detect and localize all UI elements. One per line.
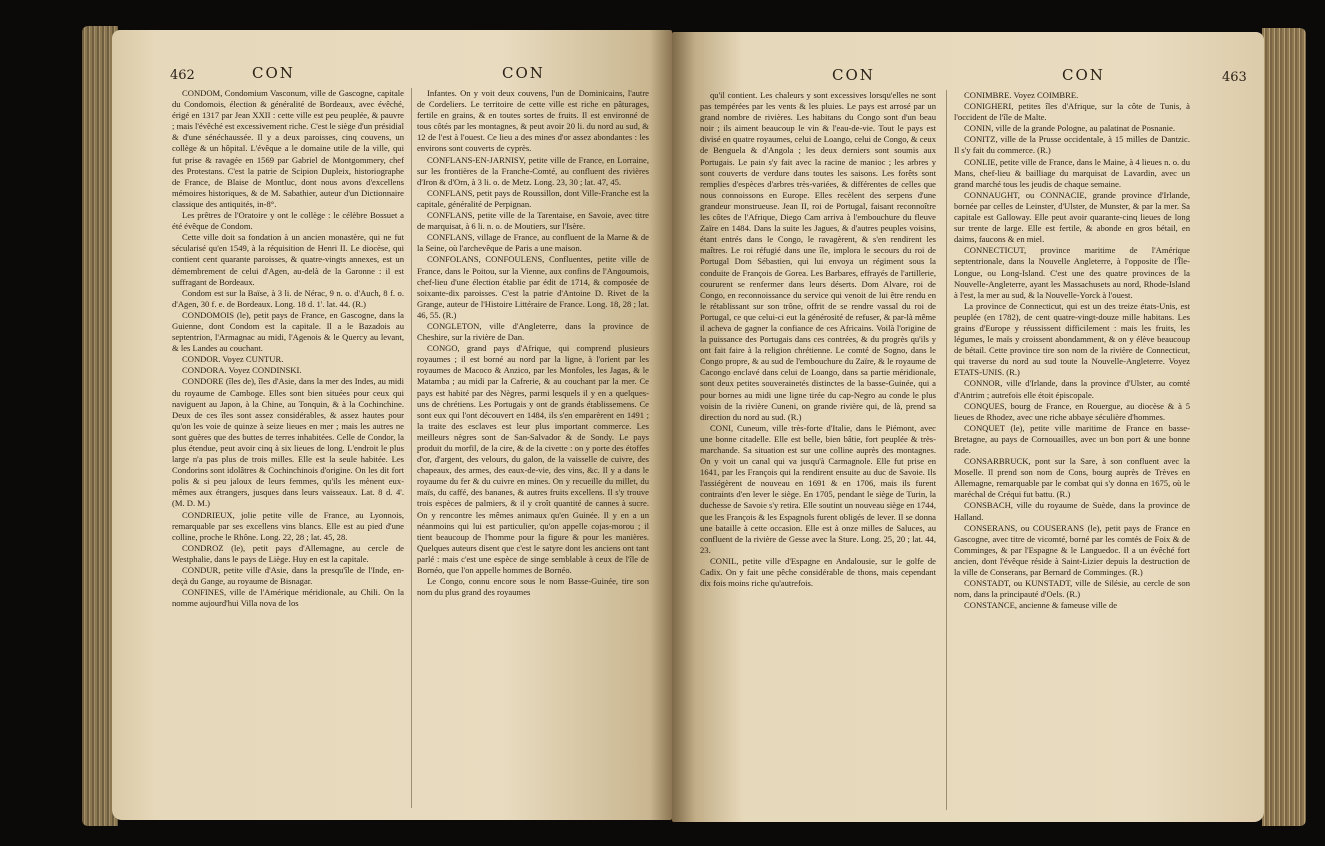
- running-head-right-2: CON: [1062, 66, 1105, 84]
- entry-paragraph: CONGO, grand pays d'Afrique, qui comprend plusieurs royaumes ; il est borné au nord par la ligne, à l'orient par les royaumes de Macoco & Anzico, par les Monfoles, les Jagas, & le Matamba ; au midi par la Cafrerie, & au couchant par la mer. Ce pays est habité par des Nègres, parmi lesquels il y en a quelques-uns de chrétiens. Les Portugais y ont de grands établissemens. Ce sont eux qui l'ont découvert en 1484, ils s'en emparèrent en 1491 ; la traite des esclaves est leur plus important commerce. Les meilleurs nègres sont de San-Salvador & de Sondy. Le pays produit du morfil, de la cire, & de la civette : on y porte des étoffes d'or, d'argent, des velours, du galon, de la vaisselle de cuivre, des chapeaux, des armes, des eaux-de-vie, des vins, &c. Il y a dans le royaume du fer & du cuivre en mines. On y recueille du millet, du maïs, du caffé, des bananes, & autres fruits excellens. Il s'y trouve trois espèces de palmiers, & il y croît quantité de cannes à sucre. On y rencontre les mêmes animaux qu'en Guinée. Il y en a un néanmoins qui lui est particulier, qu'on appelle cojas-morou ; il tient beaucoup de l'homme pour la figure & pour les manières. Quelques auteurs disent que c'est le satyre dont les anciens ont tant parlé : mais c'est une espèce de singe semblable à ceux de l'île de Bornéo, que l'on appelle hommes de Bornéo.: [417, 343, 649, 576]
- entry-paragraph: CONIMBRE. Voyez COIMBRE.: [964, 90, 1079, 100]
- left-column-1: [172, 88, 404, 609]
- entry-paragraph: CONDORE (îles de), îles d'Asie, dans la mer des Indes, au midi du royaume de Camboge. Elles sont bien situées pour ceux qui naviguent au Japon, à la Chine, au Tonquin, & à la Cochinchine. Deux de ces îles sont assez considérables, & assez hautes pour qu'on les voie de quinze à seize lieues en mer ; mais les autres ne sont guères que des buttes de terres inhabitées. Celle de Condor, la plus étendue, peut avoir cinq à six lieues de long. L'endroit le plus large n'a pas plus de trois milles. Elle est la seule habitée. Les Condorins sont idolâtres & Cochinchinois d'origine. On les dit fort polis & si peu jaloux de leurs femmes, qu'ils les mènent eux-mêmes aux étrangers, jusques dans leurs vaisseaux. Lat. 8 d. 4'. (M. D. M.): [172, 376, 404, 509]
- running-head-right-1: CON: [832, 66, 875, 84]
- entry-paragraph: CONFLANS, village de France, au confluent de la Marne & de la Seine, où l'archevêque de Paris a une maison.: [417, 232, 649, 254]
- left-column-2: [417, 88, 649, 598]
- entry-paragraph: CONITZ, ville de la Prusse occidentale, à 15 milles de Dantzic. Il s'y fait du commerce. (R.): [954, 134, 1190, 156]
- running-head-left-2: CON: [502, 64, 545, 82]
- entry-paragraph: CONNECTICUT, province maritime de l'Amérique septentrionale, dans la Nouvelle Angleterre, à l'opposite de l'Île-Longue, ou Long-Island. C'est une des quatre provinces de la Nouvelle-Angleterre, ayant les Massachusets au nord, Rhode-Island à l'est, la mer au sud, & la Nouvelle-Yorck à l'ouest.: [954, 245, 1190, 300]
- entry-paragraph: CONNOR, ville d'Irlande, dans la province d'Ulster, au comté d'Antrim ; autrefois elle étoit épiscopale.: [954, 378, 1190, 400]
- entry-paragraph: CONDOM, Condomium Vasconum, ville de Gascogne, capitale du Condomois, élection & généralité de Bordeaux, avec évêché, érigé en 1317 par Jean XXII : cette ville est peu peuplée, & pauvre ; mais l'évêché est excessivement riche. C'est le siège d'un présidial & d'une sénéchaussée. Il y a deux paroisses, cinq couvens, un collège & un hôpital. L'évêque a le domaine utile de la ville, qui fut prise & ravagée en 1569 par Gabriel de Montgommery, chef des Protestans. C'est la patrie de Scipion Dupleix, historiographe de France, de Blaise de Montluc, dont nous avons d'excellens mémoires historiques, & de M. Sabathier, auteur d'un Dictionnaire classique des antiquités, in-8°.: [172, 88, 404, 209]
- entry-paragraph: CONQUET (le), petite ville maritime de France en basse-Bretagne, au pays de Cornouailles, avec un bon port & une bonne rade.: [954, 422, 1190, 455]
- column-rule-left: [411, 88, 412, 808]
- entry-paragraph: CONFLANS, petit pays de Roussillon, dont Ville-Franche est la capitale, généralité de Perpignan.: [417, 187, 649, 209]
- entry-paragraph: CONFLANS-EN-JARNISY, petite ville de France, en Lorraine, sur les frontières de la Franche-Comté, au confluent des rivières d'Iron & d'Orn, à 3 li. o. de Metz. Long. 23, 30 ; lat. 47, 45.: [417, 154, 649, 187]
- running-head-left-1: CON: [252, 64, 295, 82]
- entry-paragraph: CONSTANCE, ancienne & fameuse ville de: [964, 600, 1118, 611]
- page-number-right: 463: [1222, 70, 1247, 85]
- entry-paragraph: CONSTADT, ou KUNSTADT, ville de Silésie, au cercle de son nom, dans la principauté d'Oels. (R.): [954, 578, 1190, 600]
- entry-paragraph: Infantes. On y voit deux couvens, l'un de Dominicains, l'autre de Cordeliers. Le territoire de cette ville est riche en pâturages, fertile en grains, & en toutes sortes de fruits. Il est environné de tous côtés par les montagnes, & peut avoir 20 li. du nord au sud, & 12 de l'est à l'ouest. Ce lieu a des mines d'or assez abondantes : les environs sont couverts de cyprès.: [417, 88, 649, 154]
- entry-paragraph: CONIL, petite ville d'Espagne en Andalousie, sur le golfe de Cadix. On y fait une pêche considérable de thons, mais cependant dix fois moins riche qu'autrefois.: [700, 555, 936, 589]
- entry-paragraph: Les prêtres de l'Oratoire y ont le collège : le célèbre Bossuet a été évêque de Condom.: [172, 210, 404, 232]
- entry-paragraph: CONFLANS, petite ville de la Tarentaise, en Savoie, avec titre de marquisat, à 6 li. n. o. de Moutiers, sur l'Isère.: [417, 210, 649, 232]
- entry-paragraph: CONIN, ville de la grande Pologne, au palatinat de Posnanie.: [964, 123, 1175, 134]
- entry-paragraph: CONDOR. Voyez CUNTUR.: [182, 354, 284, 365]
- entry-paragraph: CONSBACH, ville du royaume de Suède, dans la province de Halland.: [954, 500, 1190, 522]
- column-rule-right: [946, 90, 947, 810]
- left-page: [112, 30, 672, 820]
- right-column-1: [700, 90, 936, 589]
- entry-paragraph: CONFOLANS, CONFOULENS, Confluentes, petite ville de France, dans le Poitou, sur la Vienne, aux confins de l'Angoumois, chef-lieu d'une élection établie par édit de 1714, & composée de soixante-dix paroisses. C'est la patrie d'Antoine D. Rivet de la Grange, auteur de l'Histoire Littéraire de France. Long. 18, 28 ; lat. 46, 55. (R.): [417, 254, 649, 320]
- entry-paragraph: CONIGHERI, petites îles d'Afrique, sur la côte de Tunis, à l'occident de l'île de Malte.: [954, 101, 1190, 123]
- entry-paragraph: qu'il contient. Les chaleurs y sont excessives lorsqu'elles ne sont pas tempérées par les vents & les pluies. Le pays est arrosé par un grand nombre de rivières. Les habitans du Congo sont d'un beau noir ; ils aiment beaucoup le vin & l'eau-de-vie. Tout le pays est divisé en quatre royaumes, celui de Loango, celui de Congo, & ceux de Benguela & d'Angola ; les deux derniers sont soumis aux Portugais. Le pain s'y fait avec la racine de manioc ; les arbres y sont couverts de verdure dans toutes les saisons. Les forêts sont remplies d'espèces d'arbres très-variées, & différentes de celles que nous connoissons en Europe. Elles recèlent des serpens d'une grandeur monstrueuse. Jean II, roi de Portugal, faisant reconnoître les côtes de l'Afrique, Diego Cam arriva à l'embouchure du fleuve Zaïre en 1484. Dans la suite les Jagues, & d'autres peuples voisins, étant entrés dans le Congo, le ravagèrent, & s'en rendirent les maîtres. Le roi réfugié dans une île, implora le secours du roi de Portugal Dom Sébastien, qui lui envoya un régiment sous la conduite de François de Gorea. Les Barbares, effrayés de l'artillerie, coururent se renfermer dans leurs déserts. Dom Alvare, roi de Congo, en reconnoissance du service qui venoit de lui être rendu en le rétablissant sur son trône, offrit de se rendre vassal du roi de Portugal, ce que celui-ci eut la générosité de refuser, & par-là même il acheva de gagner la confiance de ces Africains. Voilà l'origine de la puissance des Portugais dans ces contrées, & du progrès qu'ils y ont fait faire à la religion chrétienne. Le comté de Sogno, dans le Congo propre, & au sud de l'embouchure du Zaïre, & le royaume de Cacongo enclavé dans celui de Loango, dans sa partie méridionale, sont deux petites souverainetés distinctes de la basse-Guinée, qui a pour bornes au midi une ligne tirée du cap-Negro au conde le plus voisin de la rivière Cuneni, on grande rivière qui, de là, prend sa direction du nord au sud. (R.): [700, 90, 936, 422]
- entry-paragraph: Cette ville doit sa fondation à un ancien monastère, qui ne fut sécularisé qu'en 1549, à la réquisition de Henri II. Le diocèse, qui contient cent quarante paroisses, & quatre-vingts annexes, est un démembrement de celui d'Agen, au-delà de la Garonne : il est suffragant de Bordeaux.: [172, 232, 404, 287]
- entry-paragraph: CONQUES, bourg de France, en Rouergue, au diocèse & à 5 lieues de Rhodez, avec une riche abbaye séculière d'hommes.: [954, 400, 1190, 422]
- entry-paragraph: CONI, Cuneum, ville très-forte d'Italie, dans le Piémont, avec une bonne citadelle. Elle est belle, bien bâtie, fort peuplée & très-marchande. Sa situation est sur une colline auprès des montagnes. On y voit un canal qui va jusqu'à Carmagnole. Elle fut prise en 1641, par les François qui la rendirent ensuite au duc de Savoie. Ils l'assiégèrent de nouveau en 1691 & en 1706, mais ils furent contraints d'en lever le siège. En 1705, pendant le siège de Turin, la duchesse de Savoie s'y retira. Elle soutint un nouveau siège en 1744, que les François & les Espagnols furent obligés de lever. Il se donna une bataille à cette occasion. Elle est à onze milles de Saluces, au confluent de la rivière de Gesse avec la Sture. Long. 25, 20 ; lat. 44, 23.: [700, 422, 936, 555]
- entry-paragraph: CONDOMOIS (le), petit pays de France, en Gascogne, dans la Guienne, dont Condom est la capitale. Il a le Bazadois au septentrion, l'Armagnac au midi, l'Agenois & le Quercy au levant, & les Landes au couchant.: [172, 309, 404, 354]
- entry-paragraph: La province de Connecticut, qui est un des treize états-Unis, est peuplée (en 1782), de cent quatre-vingt-douze mille habitans. Les grains d'Europe y réussissent difficilement : mais les fruits, les légumes, le maïs y croissent abondamment, & on y élève beaucoup de bétail. Cette province tire son nom de la rivière de Connecticut, qui traverse du nord au sud toute la Nouvelle-Angleterre. Voyez ETATS-UNIS. (R.): [954, 300, 1190, 378]
- right-column-2: [954, 90, 1190, 611]
- entry-paragraph: CONGLETON, ville d'Angleterre, dans la province de Cheshire, sur la rivière de Dan.: [417, 320, 649, 343]
- right-page-edges: [1262, 28, 1306, 826]
- entry-paragraph: CONDUR, petite ville d'Asie, dans la presqu'île de l'Inde, en-deçà du Gange, au royaume de Bisnagar.: [172, 565, 404, 587]
- entry-paragraph: CONDROZ (le), petit pays d'Allemagne, au cercle de Westphalie, dans le pays de Liège. Huy en est la capitale.: [172, 542, 404, 564]
- entry-paragraph: Le Congo, connu encore sous le nom Basse-Guinée, tire son nom du plus grand des royaumes: [417, 576, 649, 598]
- entry-paragraph: CONSERANS, ou COUSERANS (le), petit pays de France en Gascogne, avec titre de vicomté, borné par les comtés de Foix & de Comminges, & par l'Espagne & le Languedoc. Il a un évêché fort ancien, dont l'évêque réside à Saint-Lizier depuis la destruction de la ville de Conserans, par Bernard de Comminges. (R.): [954, 522, 1190, 578]
- entry-paragraph: CONDRIEUX, jolie petite ville de France, au Lyonnois, remarquable par ses excellens vins blancs. Elle est au pied d'une colline, proche le Rhône. Long. 22, 28 ; lat. 45, 28.: [172, 509, 404, 542]
- entry-paragraph: CONSARBRUCK, pont sur la Sare, à son confluent avec la Moselle. Il prend son nom de Cons, bourg auprès de Trèves en Allemagne, remarquable par le combat qui s'y donna en 1675, où le maréchal de Créqui fut battu. (R.): [954, 456, 1190, 500]
- entry-paragraph: CONDORA. Voyez CONDINSKI.: [182, 365, 302, 376]
- entry-paragraph: Condom est sur la Baïse, à 3 li. de Nérac, 9 n. o. d'Auch, 8 f. o. d'Agen, 30 f. e. de Bordeaux. Long. 18 d. 1'. lat. 44. (R.): [172, 287, 404, 309]
- right-page: [672, 32, 1264, 822]
- entry-paragraph: CONNAUGHT, ou CONNACIE, grande province d'Irlande, bornée par celles de Leinster, d'Ulster, de Munster, & par la mer. Sa capitale est Galloway. Elle peut avoir quarante-cinq lieues de long sur trente de large. Elle est fertile, & abonde en gros bétail, en daims, faucons & en miel.: [954, 189, 1190, 245]
- page-number-left: 462: [170, 68, 195, 83]
- entry-paragraph: CONFINES, ville de l'Amérique méridionale, au Chili. On la nomme aujourd'hui Villa nova de los: [172, 587, 404, 609]
- entry-paragraph: CONLIE, petite ville de France, dans le Maine, à 4 lieues n. o. du Mans, chef-lieu & bailliage du marquisat de Lavardin, avec un grand marché tous les jeudis de chaque semaine.: [954, 156, 1190, 189]
